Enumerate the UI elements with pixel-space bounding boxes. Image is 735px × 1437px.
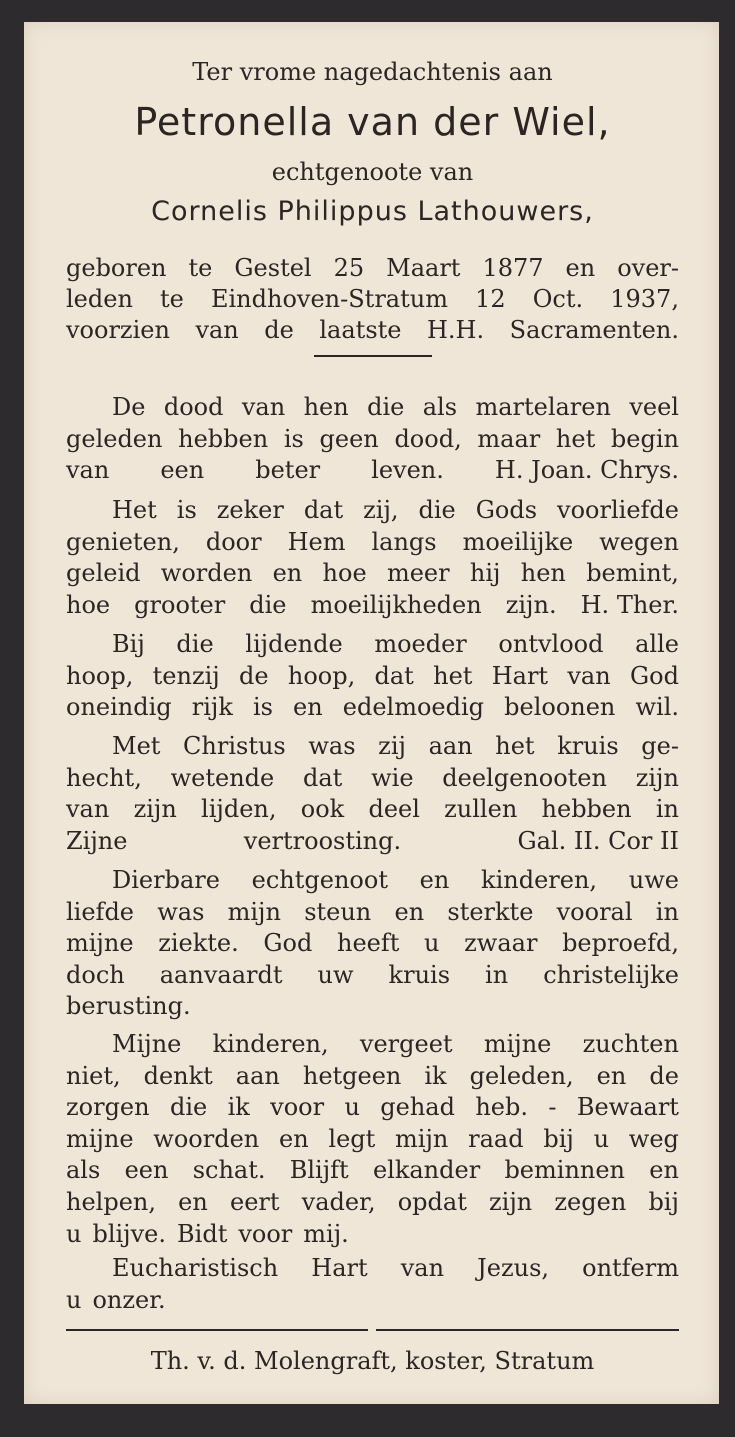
word: raad xyxy=(468,1124,524,1153)
word: hecht, xyxy=(66,763,142,792)
word: die xyxy=(418,496,456,524)
text-line xyxy=(66,692,679,723)
text-line xyxy=(66,558,679,589)
word: God xyxy=(629,661,679,690)
word: Dierbare xyxy=(112,866,220,894)
word: en xyxy=(596,1061,627,1090)
text-line xyxy=(112,1029,679,1060)
word: 1877 xyxy=(482,254,544,282)
word: geleid xyxy=(66,559,141,588)
spouse-name: Cornelis Philippus Lathouwers, xyxy=(151,196,594,227)
word: van xyxy=(400,1254,445,1282)
text-line xyxy=(66,826,679,857)
word: bij xyxy=(543,1124,574,1153)
word: zuchten xyxy=(582,1030,679,1058)
word: langs xyxy=(371,527,437,556)
word: zegen xyxy=(554,1188,627,1216)
word: weg xyxy=(628,1124,679,1153)
text-line xyxy=(66,1124,679,1155)
word: bij xyxy=(648,1188,679,1216)
word: zijn xyxy=(635,763,679,792)
word: van xyxy=(66,456,110,485)
word: liefde xyxy=(66,897,135,926)
word: tenzij xyxy=(152,661,220,690)
word: zeker xyxy=(216,496,284,524)
word: in xyxy=(485,960,509,989)
word: maar xyxy=(477,424,541,453)
word: hen xyxy=(520,559,566,588)
word: Eucharistisch xyxy=(112,1254,279,1282)
word: ik xyxy=(227,1093,250,1122)
word: lijdende xyxy=(245,630,343,658)
word: vertroosting. xyxy=(243,826,402,855)
word: Gal. II. Cor II xyxy=(517,826,679,855)
word: mijn xyxy=(227,897,281,926)
text-line xyxy=(66,794,679,825)
word: en xyxy=(293,693,323,722)
word: eert xyxy=(229,1188,280,1216)
word: een xyxy=(160,456,205,485)
word: heeft xyxy=(337,929,400,958)
word: die xyxy=(176,630,214,658)
word: de xyxy=(649,1061,679,1090)
word: aan xyxy=(428,732,473,760)
word: God xyxy=(263,929,313,958)
word: zwaar xyxy=(464,929,538,958)
text-line xyxy=(66,897,679,928)
word: geleden xyxy=(66,424,163,453)
word: geen xyxy=(319,424,379,453)
word: grooter xyxy=(134,590,226,619)
word: van xyxy=(66,795,110,824)
word: ontferm xyxy=(582,1254,679,1282)
word: Hart xyxy=(491,661,549,690)
text-line xyxy=(66,1061,679,1092)
word: 25 xyxy=(333,254,365,282)
text-line xyxy=(66,1285,679,1316)
word: geboren xyxy=(66,254,167,282)
word: te xyxy=(188,254,213,282)
word: moeilijkheden xyxy=(310,590,482,619)
word: veel xyxy=(629,393,679,421)
word: gehad xyxy=(380,1093,455,1122)
word: zijn. xyxy=(505,590,557,619)
word: moeilijke xyxy=(462,527,574,556)
text-line xyxy=(66,661,679,692)
word: niet, xyxy=(66,1061,121,1090)
word: martelaren xyxy=(475,393,611,421)
word: dat xyxy=(374,661,414,690)
text-line xyxy=(66,1219,679,1250)
word: ziekte. xyxy=(158,929,239,958)
word: voor xyxy=(270,1093,325,1122)
word: 12 xyxy=(475,285,506,313)
text-line xyxy=(112,495,679,526)
text-line xyxy=(112,1253,679,1284)
word: meer xyxy=(386,559,450,588)
word: de xyxy=(239,661,269,690)
word: oneindig xyxy=(66,693,172,722)
memorial-card xyxy=(24,22,719,1404)
text-line xyxy=(66,284,679,315)
word: deel xyxy=(368,795,420,824)
word: Hart xyxy=(311,1254,368,1282)
word: Gestel xyxy=(234,254,312,282)
word: heb. xyxy=(475,1093,528,1122)
word: Oct. xyxy=(532,285,584,313)
word: mijn xyxy=(395,1124,449,1153)
word: H.H. xyxy=(427,316,485,344)
word: wie xyxy=(371,763,414,792)
word: Met xyxy=(112,732,161,760)
word: doch xyxy=(66,960,125,989)
word: begin xyxy=(610,424,679,453)
word: en xyxy=(565,254,596,282)
word: zullen xyxy=(444,795,518,824)
word: Bij xyxy=(112,630,145,658)
word: Mijne xyxy=(112,1030,182,1058)
word: vergeet xyxy=(359,1030,453,1058)
word: mijne xyxy=(483,1030,552,1058)
word: H. Joan. Chrys. xyxy=(494,456,679,485)
word: Het xyxy=(112,496,157,524)
word: is xyxy=(283,424,304,453)
word: van xyxy=(241,393,286,421)
word: hoe xyxy=(66,590,111,619)
word: moeder xyxy=(374,630,467,658)
word: woorden xyxy=(153,1124,260,1153)
word: schat. xyxy=(192,1156,266,1185)
text-line xyxy=(66,991,679,1022)
word: die xyxy=(367,393,405,421)
word: voorzien xyxy=(66,316,170,344)
word: kruis xyxy=(557,732,619,760)
word: kruis xyxy=(388,960,451,989)
word: Bidt xyxy=(177,1219,228,1248)
word: leden xyxy=(66,285,133,313)
word: blijve. xyxy=(92,1219,167,1248)
word: zijn xyxy=(489,1188,533,1216)
word: vooral xyxy=(556,897,633,926)
text-line xyxy=(112,731,679,762)
word: en xyxy=(394,897,425,926)
word: Christus xyxy=(183,732,286,760)
word: denkt xyxy=(143,1061,213,1090)
word: christelijke xyxy=(543,960,679,989)
deceased-name: Petronella van der Wiel, xyxy=(134,100,611,144)
word: helpen, xyxy=(66,1188,156,1216)
word: over- xyxy=(617,254,679,282)
text-line xyxy=(112,392,679,423)
word: dood, xyxy=(394,424,462,453)
word: voorliefde xyxy=(557,496,679,524)
word: wil. xyxy=(635,693,679,722)
word: dood xyxy=(163,393,224,421)
word: elkander xyxy=(372,1156,481,1185)
word: zijn xyxy=(133,795,177,824)
word: te xyxy=(160,285,184,313)
word: kinderen, xyxy=(212,1030,329,1058)
text-line xyxy=(66,928,679,959)
divider-right xyxy=(376,1329,679,1331)
word: die xyxy=(249,590,287,619)
text-line xyxy=(112,865,679,896)
word: mijne xyxy=(66,1124,134,1153)
text-line xyxy=(66,455,679,486)
word: een xyxy=(124,1156,169,1185)
word: ook xyxy=(300,795,345,824)
word: van xyxy=(195,316,239,344)
word: en xyxy=(178,1188,208,1216)
word: beloonen xyxy=(504,693,616,722)
word: was xyxy=(157,897,205,926)
word: als xyxy=(66,1156,101,1185)
text-line xyxy=(66,1187,679,1218)
word: mij. xyxy=(303,1219,349,1248)
word: Zijne xyxy=(66,826,128,855)
word: en xyxy=(278,1124,309,1153)
text-line xyxy=(66,1092,679,1123)
word: u xyxy=(66,1285,82,1314)
word: wetende xyxy=(170,763,275,792)
text-line xyxy=(66,253,679,284)
word: aanvaardt xyxy=(159,960,283,989)
word: rijk xyxy=(191,693,233,722)
word: is xyxy=(176,496,197,524)
word: zij xyxy=(378,732,406,760)
word: deelgenooten xyxy=(442,763,607,792)
word: die xyxy=(169,1093,208,1122)
word: Bewaart xyxy=(576,1093,679,1122)
word: Sacramenten. xyxy=(509,316,679,344)
word: van xyxy=(567,661,611,690)
word: - xyxy=(548,1093,557,1122)
word: berusting. xyxy=(66,992,191,1021)
word: H. Ther. xyxy=(580,590,679,619)
word: als xyxy=(422,393,458,421)
word: hetgeen xyxy=(302,1061,402,1090)
word: Maart xyxy=(386,254,461,282)
word: hebben xyxy=(541,795,632,824)
word: de xyxy=(264,316,294,344)
word: worden xyxy=(160,559,253,588)
text-line xyxy=(66,763,679,794)
printer-credit: Th. v. d. Molengraft, koster, Stratum xyxy=(150,1347,595,1375)
word: u xyxy=(424,929,440,958)
text-line xyxy=(66,590,679,621)
word: laatste xyxy=(319,316,402,344)
word: en xyxy=(272,559,303,588)
word: Eindhoven-Stratum xyxy=(210,285,448,313)
word: echtgenoot xyxy=(251,866,388,894)
word: alle xyxy=(635,630,679,658)
word: u xyxy=(66,1219,82,1248)
word: is xyxy=(252,693,273,722)
word: genieten, xyxy=(66,527,180,556)
word: bemint, xyxy=(586,559,679,588)
word: het xyxy=(495,732,535,760)
word: uw xyxy=(317,960,354,989)
word: wegen xyxy=(599,527,679,556)
word: sterkte xyxy=(447,897,534,926)
word: aan xyxy=(235,1061,280,1090)
word: hen xyxy=(303,393,349,421)
word: ontvlood xyxy=(498,630,604,658)
divider-short xyxy=(314,355,432,357)
divider-left xyxy=(66,1329,368,1331)
text-line xyxy=(112,629,679,660)
word: het xyxy=(555,424,596,453)
word: Gods xyxy=(475,496,538,524)
text-line xyxy=(66,315,679,346)
word: onzer. xyxy=(92,1285,166,1314)
word: het xyxy=(433,661,473,690)
word: en xyxy=(419,866,450,894)
intro-line: Ter vrome nagedachtenis aan xyxy=(192,58,553,86)
word: vader, xyxy=(301,1188,376,1216)
word: in xyxy=(655,795,679,824)
word: u xyxy=(344,1093,360,1122)
word: dat xyxy=(303,496,344,524)
word: hij xyxy=(469,559,501,588)
word: legt xyxy=(328,1124,376,1153)
word: edelmoedig xyxy=(342,693,485,722)
word: De xyxy=(112,393,146,421)
word: zorgen xyxy=(66,1093,150,1122)
word: hebben xyxy=(178,424,269,453)
word: mijne xyxy=(66,929,134,958)
word: dat xyxy=(303,763,343,792)
word: steun xyxy=(304,897,372,926)
word: in xyxy=(655,897,679,926)
word: geleden, xyxy=(469,1061,574,1090)
word: beproefd, xyxy=(562,929,679,958)
word: beminnen xyxy=(504,1156,626,1185)
word: beter xyxy=(255,456,321,485)
text-line xyxy=(66,960,679,991)
word: leven. xyxy=(371,456,444,485)
text-line xyxy=(66,527,679,558)
word: en xyxy=(649,1156,679,1185)
word: hoop, xyxy=(66,661,134,690)
text-line xyxy=(66,424,679,455)
word: door xyxy=(205,527,262,556)
word: Blijft xyxy=(289,1156,349,1185)
word: zij, xyxy=(363,496,399,524)
word: Hem xyxy=(287,527,346,556)
word: 1937, xyxy=(610,285,679,313)
word: ik xyxy=(424,1061,447,1090)
word: was xyxy=(308,732,356,760)
spouse-intro: echtgenoote van xyxy=(271,158,474,186)
word: kinderen, xyxy=(481,866,598,894)
text-line xyxy=(66,1155,679,1186)
word: lijden, xyxy=(201,795,277,824)
word: Jezus, xyxy=(477,1254,550,1282)
word: u xyxy=(593,1124,610,1153)
word: voor xyxy=(238,1219,293,1248)
word: hoop, xyxy=(287,661,356,690)
word: uwe xyxy=(628,866,679,894)
word: ge- xyxy=(641,732,679,760)
word: opdat xyxy=(397,1188,467,1216)
word: hoe xyxy=(322,559,367,588)
